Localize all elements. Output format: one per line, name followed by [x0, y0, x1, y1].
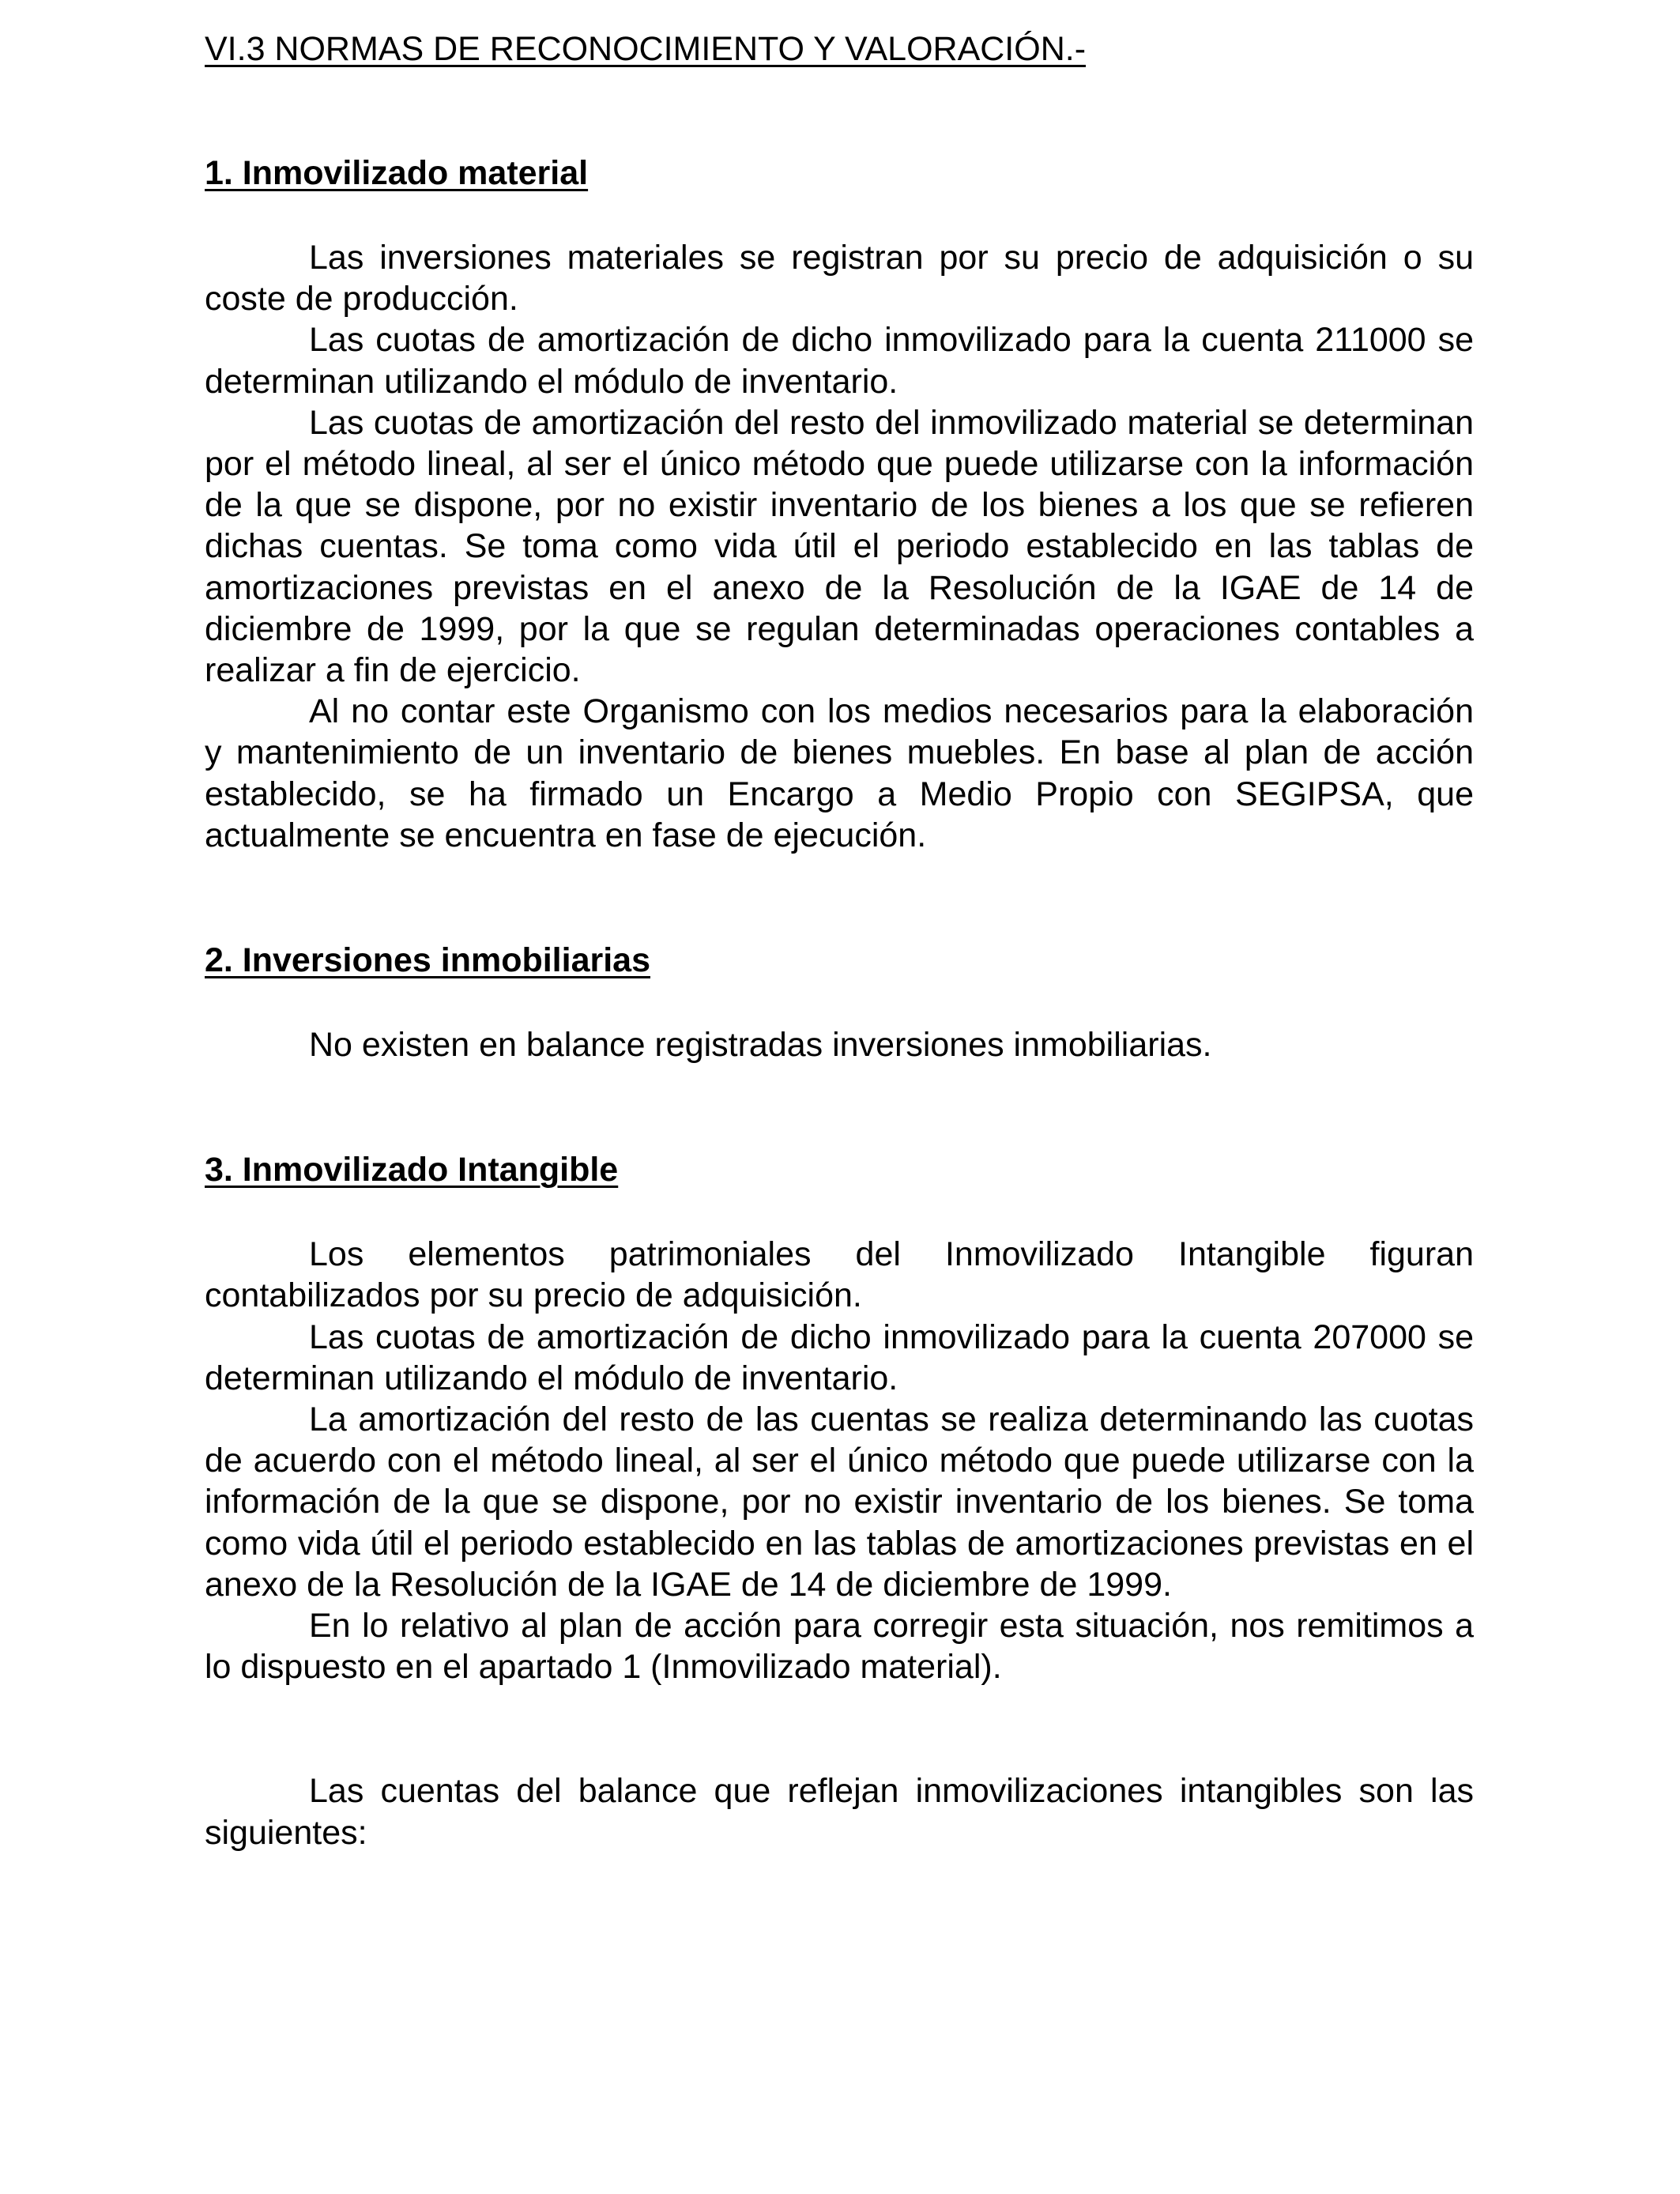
paragraph: Las cuotas de amortización de dicho inmovilizado para la cuenta 207000 se determinan utilizando el módulo de inventario. [205, 1318, 1474, 1397]
section-heading: 2. Inversiones inmobiliarias [205, 941, 650, 980]
paragraph: Las cuotas de amortización del resto del inmovilizado material se determinan por el método lineal, al ser el único método que puede utilizarse con la información de la que se dispone, por no existir inventario de los bienes a los que se refieren dichas cuentas. Se toma como vida útil el periodo establecido en las tablas de amortizaciones previstas en el anexo de la Resolución de la IGAE de 14 de diciembre de 1999, por la que se regulan determinadas operaciones contables a realizar a fin de ejercicio. [205, 403, 1474, 690]
paragraph: Las inversiones materiales se registran por su precio de adquisición o su coste de producción. [205, 239, 1474, 319]
section-inmovilizado-intangible [205, 1149, 1474, 1687]
paragraph: Los elementos patrimoniales del Inmovilizado Intangible figuran contabilizados por su precio de adquisición. [205, 1235, 1474, 1315]
paragraph: Las cuotas de amortización de dicho inmovilizado para la cuenta 211000 se determinan utilizando el módulo de inventario. [205, 321, 1474, 401]
section-heading: 1. Inmovilizado material [205, 154, 589, 192]
document-page [205, 28, 1474, 1853]
paragraph: No existen en balance registradas inversiones inmobiliarias. [309, 1026, 1212, 1065]
closing-paragraph: Las cuentas del balance que reflejan inmovilizaciones intangibles son las siguientes: [205, 1772, 1474, 1852]
section-inmovilizado-material [205, 153, 1474, 856]
paragraph: En lo relativo al plan de acción para corregir esta situación, nos remitimos a lo dispuesto en el apartado 1 (Inmovilizado material). [205, 1607, 1474, 1687]
paragraph: La amortización del resto de las cuentas se realiza determinando las cuotas de acuerdo con el método lineal, al ser el único método que puede utilizarse con la información de la que se dispone, por no existir inventario de los bienes. Se toma como vida útil el periodo establecido en las tablas de amortizaciones previstas en el anexo de la Resolución de la IGAE de 14 de diciembre de 1999. [205, 1400, 1474, 1604]
section-heading: 3. Inmovilizado Intangible [205, 1151, 619, 1189]
section-inversiones-inmobiliarias [205, 940, 1474, 1065]
paragraph: Al no contar este Organismo con los medios necesarios para la elaboración y mantenimiento de un inventario de bienes muebles. En base al plan de acción establecido, se ha firmado un Encargo a Medio Propio con SEGIPSA, que actualmente se encuentra en fase de ejecución. [205, 692, 1474, 854]
page-title: VI.3 NORMAS DE RECONOCIMIENTO Y VALORACIÓN.- [205, 30, 1087, 68]
